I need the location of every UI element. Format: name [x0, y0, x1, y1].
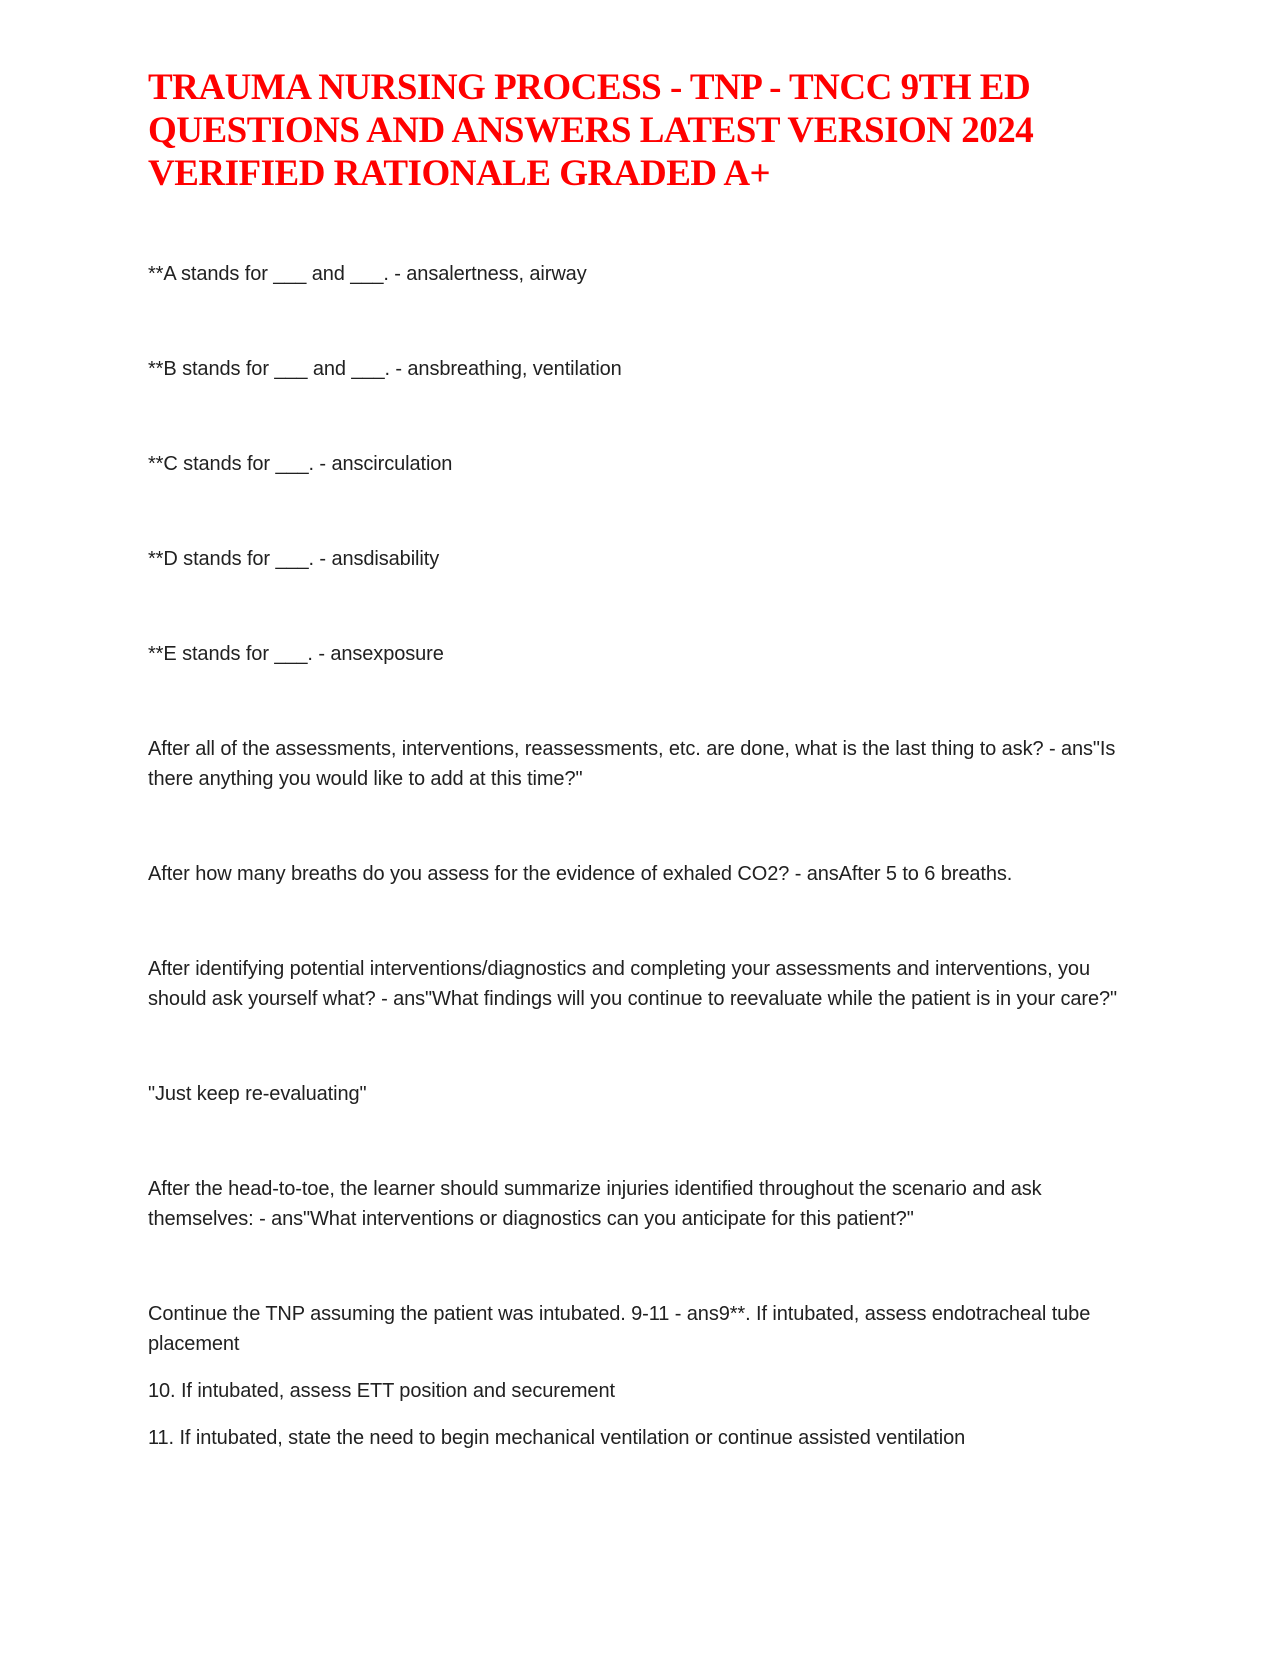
- qa-paragraph-b-stands-for: **B stands for ___ and ___. - ansbreathing, ventilation: [148, 358, 622, 380]
- document-title-line-2: QUESTIONS AND ANSWERS LATEST VERSION 2024: [148, 110, 1034, 151]
- qa-paragraph-exhaled-co2: After how many breaths do you assess for the evidence of exhaled CO2? - ansAfter 5 to 6 breaths.: [148, 863, 1013, 885]
- qa-paragraph-continue-tnp-intubated: Continue the TNP assuming the patient was intubated. 9-11 - ans9**. If intubated, assess endotracheal tube placement: [148, 1303, 1091, 1355]
- qa-paragraph-a-stands-for: **A stands for ___ and ___. - ansalertness, airway: [148, 263, 587, 285]
- qa-paragraph-last-thing-to-ask: After all of the assessments, interventions, reassessments, etc. are done, what is the last thing to ask? - ans"Is there anything you would like to add at this time?": [148, 738, 1116, 790]
- qa-paragraph-item-10-ett-position: 10. If intubated, assess ETT position and securement: [148, 1380, 615, 1402]
- qa-paragraph-item-11-mechanical-ventilation: 11. If intubated, state the need to begin mechanical ventilation or continue assisted ventilation: [148, 1427, 966, 1449]
- qa-paragraph-d-stands-for: **D stands for ___. - ansdisability: [148, 548, 440, 570]
- qa-paragraph-identifying-interventions: After identifying potential interventions/diagnostics and completing your assessments and interventions, you should ask yourself what? - ans"What findings will you continue to reevaluate while the patient is in your care?": [148, 958, 1117, 1010]
- qa-paragraph-e-stands-for: **E stands for ___. - ansexposure: [148, 643, 444, 665]
- document-body: [148, 259, 1140, 1453]
- document-title-line-1: TRAUMA NURSING PROCESS - TNP - TNCC 9TH ED: [148, 67, 1031, 108]
- qa-paragraph-keep-reevaluating: "Just keep re-evaluating": [148, 1083, 367, 1105]
- document-title-line-3: VERIFIED RATIONALE GRADED A+: [148, 153, 771, 194]
- document-title: [148, 66, 1140, 195]
- qa-paragraph-c-stands-for: **C stands for ___. - anscirculation: [148, 453, 453, 475]
- qa-paragraph-head-to-toe: After the head-to-toe, the learner should summarize injuries identified throughout the scenario and ask themselves: - ans"What interventions or diagnostics can you anticipate for this patient?": [148, 1178, 1042, 1230]
